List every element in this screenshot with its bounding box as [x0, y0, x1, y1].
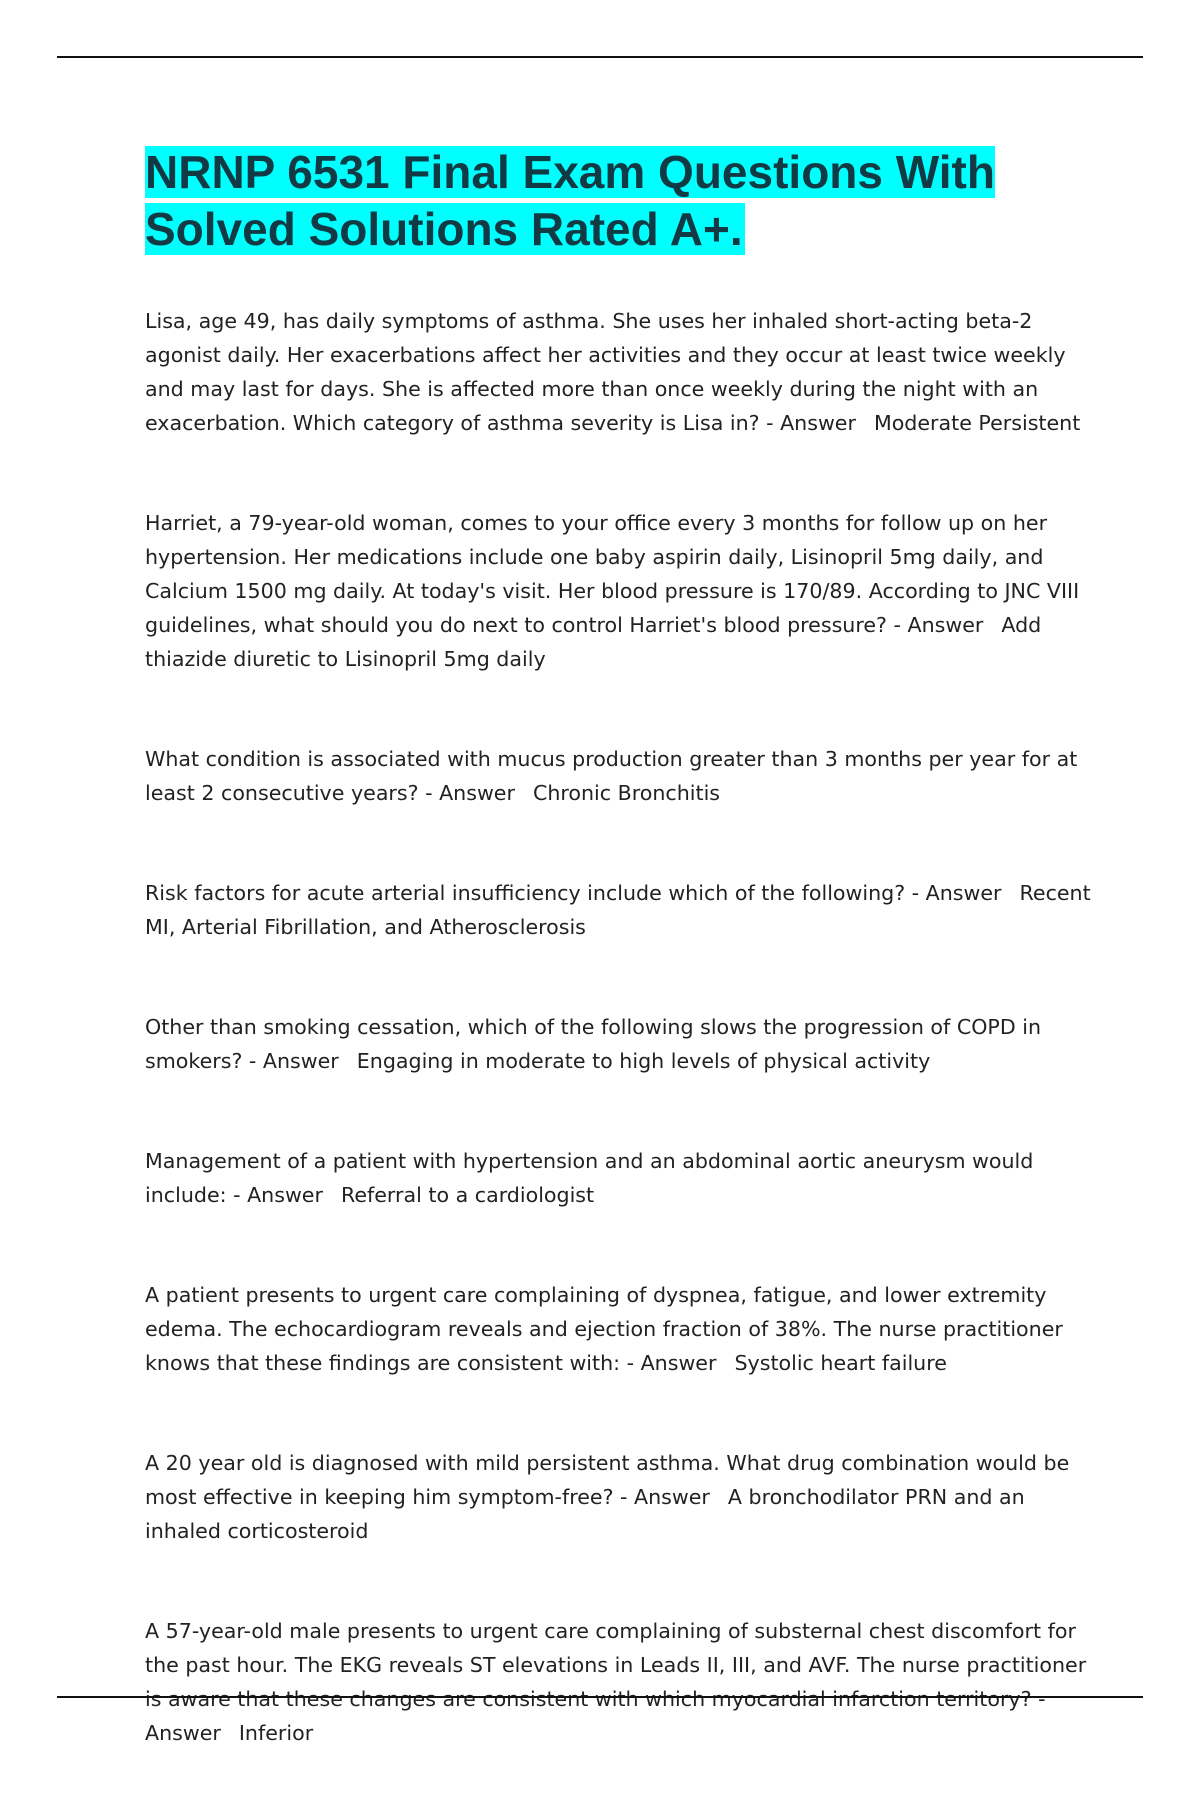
question-text: A patient presents to urgent care complaining of dyspnea, fatigue, and lower extremity edema. The echocardiogram reveals and ejection fraction of 38%. The nurse practitioner knows that these findings are consistent with: - Answer — [145, 1283, 1063, 1375]
top-rule — [57, 56, 1143, 58]
answer-text: Systolic heart failure — [734, 1351, 947, 1375]
question-text: Risk factors for acute arterial insufficiency include which of the following? - Answer — [145, 881, 1002, 905]
answer-text: Inferior — [238, 1721, 314, 1745]
answer-text: Add thiazide diuretic to Lisinopril 5mg daily — [145, 613, 1042, 671]
answer-text: Chronic Bronchitis — [532, 781, 721, 805]
question-text: Lisa, age 49, has daily symptoms of asthma. She uses her inhaled short-acting beta-2 agonist daily. Her exacerbations affect her activities and they occur at least twice weekly and may last for days. She is affected more than once weekly during the night with an exacerbation. Which category of asthma severity is Lisa in? - Answer — [145, 309, 1066, 435]
qa-item — [145, 1278, 1095, 1380]
answer-text: Referral to a cardiologist — [340, 1183, 595, 1207]
question-text: A 20 year old is diagnosed with mild persistent asthma. What drug combination would be most effective in keeping him symptom-free? - Answer — [145, 1451, 1070, 1509]
question-text: A 57-year-old male presents to urgent care complaining of substernal chest discomfort for the past hour. The EKG reveals ST elevations in Leads II, III, and AVF. The nurse practitioner is aware that these changes are consistent with which myocardial infarction territory? - Answer — [145, 1619, 1087, 1745]
qa-item — [145, 1614, 1095, 1750]
document-title — [145, 144, 1105, 258]
answer-text: Recent MI, Arterial Fibrillation, and Atherosclerosis — [145, 881, 1091, 939]
question-list — [145, 304, 1095, 1816]
qa-item — [145, 1010, 1095, 1078]
question-text: Management of a patient with hypertension and an abdominal aortic aneurysm would include: - Answer — [145, 1149, 1034, 1207]
answer-text: Moderate Persistent — [873, 411, 1081, 435]
question-text: Harriet, a 79-year-old woman, comes to your office every 3 months for follow up on her hypertension. Her medications include one baby aspirin daily, Lisinopril 5mg daily, and Calcium 1500 mg daily. At today's visit. Her blood pressure is 170/89. According to JNC VIII guidelines, what should you do next to control Harriet's blood pressure? - Answer — [145, 511, 1080, 637]
question-text: What condition is associated with mucus production greater than 3 months per year for at least 2 consecutive years? - Answer — [145, 747, 1078, 805]
answer-text: A bronchodilator PRN and an inhaled corticosteroid — [145, 1485, 1025, 1543]
qa-item — [145, 1144, 1095, 1212]
bottom-rule — [57, 1696, 1143, 1698]
qa-item — [145, 304, 1095, 440]
qa-item — [145, 742, 1095, 810]
qa-item — [145, 506, 1095, 676]
question-text: Other than smoking cessation, which of the following slows the progression of COPD in smokers? - Answer — [145, 1015, 1041, 1073]
qa-item — [145, 876, 1095, 944]
qa-item — [145, 1446, 1095, 1548]
answer-text: Engaging in moderate to high levels of physical activity — [356, 1049, 931, 1073]
title-highlight: NRNP 6531 Final Exam Questions With Solved Solutions Rated A+. — [145, 146, 995, 255]
